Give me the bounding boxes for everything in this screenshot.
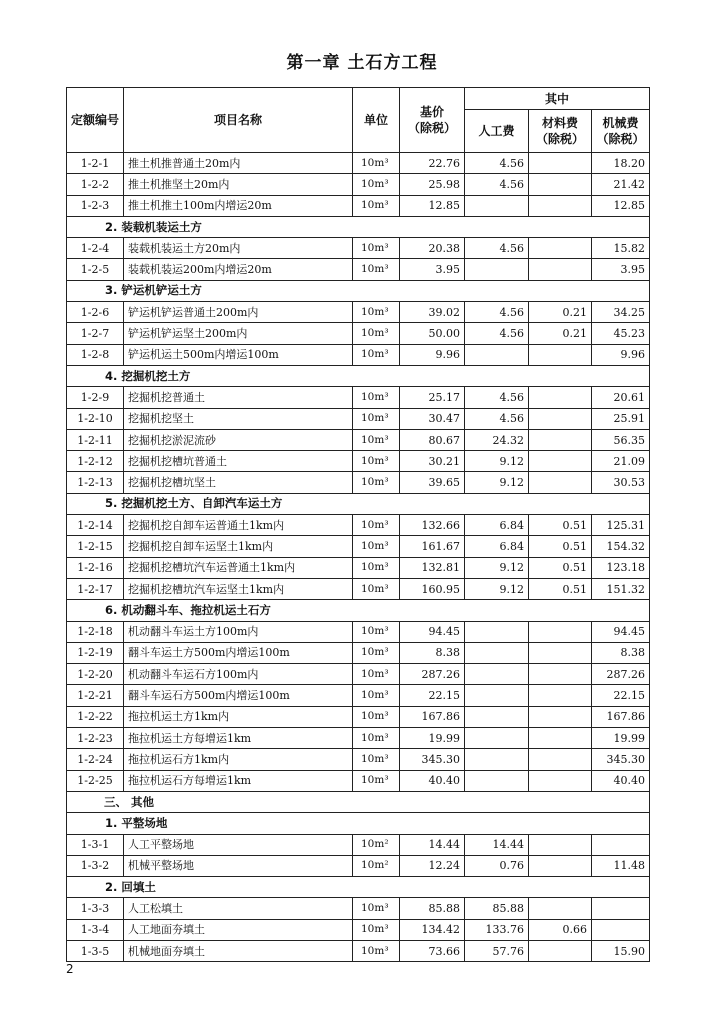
cell-unit: 10m³: [353, 664, 400, 685]
section-label: 2. 装载机装运土方: [67, 216, 650, 237]
cell-labor: [465, 685, 529, 706]
cell-labor: 4.56: [465, 174, 529, 195]
cell-material: 0.51: [529, 557, 592, 578]
cell-material: [529, 238, 592, 259]
cell-labor: 85.88: [465, 898, 529, 919]
cell-unit: 10m³: [353, 408, 400, 429]
cell-unit: 10m³: [353, 195, 400, 216]
section-row: [67, 813, 650, 834]
cell-machine: 12.85: [592, 195, 650, 216]
cell-name: 机械地面夯填土: [124, 940, 353, 961]
cell-name: 拖拉机运石方每增运1km: [124, 770, 353, 791]
cell-labor: [465, 621, 529, 642]
cell-code: 1-2-15: [67, 536, 124, 557]
cell-name: 翻斗车运土方500m内增运100m: [124, 642, 353, 663]
cell-labor: 0.76: [465, 855, 529, 876]
cell-code: 1-2-3: [67, 195, 124, 216]
cell-unit: 10m³: [353, 259, 400, 280]
cell-machine: 11.48: [592, 855, 650, 876]
cell-labor: 4.56: [465, 408, 529, 429]
quota-table-container: [66, 87, 649, 962]
cell-name: 机动翻斗车运石方100m内: [124, 664, 353, 685]
cell-labor: [465, 749, 529, 770]
cell-name: 拖拉机运土方每增运1km: [124, 728, 353, 749]
cell-material: [529, 898, 592, 919]
cell-material: [529, 408, 592, 429]
cell-machine: 45.23: [592, 323, 650, 344]
cell-material: [529, 706, 592, 727]
header-group: 其中: [465, 88, 650, 110]
cell-code: 1-3-1: [67, 834, 124, 855]
cell-labor: 9.12: [465, 451, 529, 472]
table-row: [67, 259, 650, 280]
cell-code: 1-2-11: [67, 429, 124, 450]
cell-material: [529, 451, 592, 472]
cell-labor: 4.56: [465, 238, 529, 259]
cell-code: 1-2-13: [67, 472, 124, 493]
cell-material: 0.51: [529, 578, 592, 599]
cell-code: 1-2-8: [67, 344, 124, 365]
cell-base-price: 39.65: [400, 472, 465, 493]
cell-machine: 123.18: [592, 557, 650, 578]
cell-material: [529, 940, 592, 961]
cell-base-price: 14.44: [400, 834, 465, 855]
cell-name: 推土机推普通土20m内: [124, 153, 353, 174]
cell-labor: 9.12: [465, 557, 529, 578]
cell-material: [529, 855, 592, 876]
cell-machine: 15.82: [592, 238, 650, 259]
cell-labor: [465, 344, 529, 365]
cell-unit: 10m³: [353, 578, 400, 599]
table-row: [67, 344, 650, 365]
table-row: [67, 387, 650, 408]
section-label: 2. 回填土: [67, 877, 650, 898]
section-label: 3. 铲运机铲运土方: [67, 280, 650, 301]
table-row: [67, 621, 650, 642]
cell-base-price: 22.76: [400, 153, 465, 174]
cell-labor: 24.32: [465, 429, 529, 450]
table-row: [67, 195, 650, 216]
cell-machine: 22.15: [592, 685, 650, 706]
cell-unit: 10m³: [353, 685, 400, 706]
cell-code: 1-3-4: [67, 919, 124, 940]
cell-labor: [465, 195, 529, 216]
table-row: [67, 898, 650, 919]
cell-labor: [465, 770, 529, 791]
table-row: [67, 302, 650, 323]
cell-code: 1-2-24: [67, 749, 124, 770]
cell-name: 人工平整场地: [124, 834, 353, 855]
cell-unit: 10m³: [353, 472, 400, 493]
cell-name: 推土机推土100m内增运20m: [124, 195, 353, 216]
cell-labor: 9.12: [465, 472, 529, 493]
cell-base-price: 94.45: [400, 621, 465, 642]
cell-labor: [465, 706, 529, 727]
cell-code: 1-3-3: [67, 898, 124, 919]
cell-material: 0.51: [529, 515, 592, 536]
cell-base-price: 30.47: [400, 408, 465, 429]
cell-unit: 10m³: [353, 429, 400, 450]
cell-material: [529, 642, 592, 663]
cell-labor: 14.44: [465, 834, 529, 855]
cell-machine: 18.20: [592, 153, 650, 174]
table-row: [67, 940, 650, 961]
cell-labor: 6.84: [465, 536, 529, 557]
cell-code: 1-2-22: [67, 706, 124, 727]
section-label: 1. 平整场地: [67, 813, 650, 834]
cell-code: 1-2-4: [67, 238, 124, 259]
cell-unit: 10m²: [353, 834, 400, 855]
cell-material: [529, 770, 592, 791]
cell-base-price: 134.42: [400, 919, 465, 940]
cell-unit: 10m³: [353, 174, 400, 195]
cell-name: 铲运机铲运坚土200m内: [124, 323, 353, 344]
cell-labor: 4.56: [465, 153, 529, 174]
section-row: [67, 791, 650, 812]
cell-unit: 10m³: [353, 515, 400, 536]
cell-code: 1-2-10: [67, 408, 124, 429]
cell-base-price: 167.86: [400, 706, 465, 727]
table-row: [67, 536, 650, 557]
cell-unit: 10m²: [353, 855, 400, 876]
cell-code: 1-2-20: [67, 664, 124, 685]
cell-machine: 8.38: [592, 642, 650, 663]
cell-unit: 10m³: [353, 940, 400, 961]
cell-material: [529, 728, 592, 749]
table-body: [67, 153, 650, 962]
header-machine: 机械费 （除税）: [592, 110, 650, 153]
cell-base-price: 25.98: [400, 174, 465, 195]
cell-name: 铲运机铲运普通土200m内: [124, 302, 353, 323]
cell-material: [529, 664, 592, 685]
cell-name: 铲运机运土500m内增运100m: [124, 344, 353, 365]
cell-unit: 10m³: [353, 770, 400, 791]
cell-machine: [592, 919, 650, 940]
cell-unit: 10m³: [353, 153, 400, 174]
header-material: 材料费 （除税）: [529, 110, 592, 153]
cell-base-price: 9.96: [400, 344, 465, 365]
cell-base-price: 85.88: [400, 898, 465, 919]
cell-code: 1-2-23: [67, 728, 124, 749]
cell-machine: 21.42: [592, 174, 650, 195]
cell-code: 1-2-16: [67, 557, 124, 578]
cell-machine: 34.25: [592, 302, 650, 323]
cell-base-price: 39.02: [400, 302, 465, 323]
cell-material: 0.21: [529, 302, 592, 323]
cell-labor: [465, 642, 529, 663]
section-label: 6. 机动翻斗车、拖拉机运土石方: [67, 600, 650, 621]
cell-name: 挖掘机挖坚土: [124, 408, 353, 429]
cell-base-price: 8.38: [400, 642, 465, 663]
cell-name: 挖掘机挖普通土: [124, 387, 353, 408]
table-row: [67, 174, 650, 195]
cell-name: 推土机推坚土20m内: [124, 174, 353, 195]
cell-material: [529, 429, 592, 450]
cell-unit: 10m³: [353, 919, 400, 940]
cell-unit: 10m³: [353, 621, 400, 642]
table-row: [67, 728, 650, 749]
table-row: [67, 834, 650, 855]
table-row: [67, 770, 650, 791]
cell-name: 机械平整场地: [124, 855, 353, 876]
cell-code: 1-2-1: [67, 153, 124, 174]
cell-material: [529, 259, 592, 280]
cell-material: 0.51: [529, 536, 592, 557]
cell-labor: [465, 259, 529, 280]
cell-base-price: 40.40: [400, 770, 465, 791]
table-row: [67, 557, 650, 578]
cell-name: 装载机装运200m内增运20m: [124, 259, 353, 280]
cell-unit: 10m³: [353, 557, 400, 578]
cell-base-price: 25.17: [400, 387, 465, 408]
cell-labor: 133.76: [465, 919, 529, 940]
header-base-price: 基价 （除税）: [400, 88, 465, 153]
cell-base-price: 132.81: [400, 557, 465, 578]
section-row: [67, 280, 650, 301]
cell-machine: 21.09: [592, 451, 650, 472]
cell-base-price: 19.99: [400, 728, 465, 749]
cell-material: [529, 153, 592, 174]
cell-unit: 10m³: [353, 238, 400, 259]
cell-name: 机动翻斗车运土方100m内: [124, 621, 353, 642]
cell-machine: 15.90: [592, 940, 650, 961]
table-row: [67, 685, 650, 706]
cell-code: 1-3-2: [67, 855, 124, 876]
table-row: [67, 642, 650, 663]
cell-unit: 10m³: [353, 706, 400, 727]
cell-material: [529, 344, 592, 365]
page-number: 2: [66, 962, 74, 976]
cell-code: 1-2-12: [67, 451, 124, 472]
section-row: [67, 877, 650, 898]
section-row: [67, 600, 650, 621]
cell-machine: 167.86: [592, 706, 650, 727]
cell-unit: 10m³: [353, 323, 400, 344]
cell-unit: 10m³: [353, 536, 400, 557]
cell-material: [529, 834, 592, 855]
cell-base-price: 12.24: [400, 855, 465, 876]
quota-table: [66, 87, 650, 962]
cell-material: [529, 174, 592, 195]
cell-code: 1-2-25: [67, 770, 124, 791]
cell-machine: [592, 898, 650, 919]
header-labor: 人工费: [465, 110, 529, 153]
cell-code: 1-2-14: [67, 515, 124, 536]
cell-unit: 10m³: [353, 898, 400, 919]
cell-material: [529, 621, 592, 642]
cell-unit: 10m³: [353, 302, 400, 323]
header-code: 定额编号: [67, 88, 124, 153]
cell-material: [529, 472, 592, 493]
header-unit: 单位: [353, 88, 400, 153]
cell-base-price: 287.26: [400, 664, 465, 685]
cell-base-price: 22.15: [400, 685, 465, 706]
cell-base-price: 3.95: [400, 259, 465, 280]
cell-labor: 4.56: [465, 302, 529, 323]
cell-labor: 4.56: [465, 323, 529, 344]
cell-code: 1-2-2: [67, 174, 124, 195]
page-title: 第一章 土石方工程: [286, 53, 438, 73]
cell-machine: 40.40: [592, 770, 650, 791]
table-row: [67, 153, 650, 174]
cell-name: 挖掘机挖槽坑汽车运普通土1km内: [124, 557, 353, 578]
cell-machine: [592, 834, 650, 855]
cell-code: 1-2-21: [67, 685, 124, 706]
cell-machine: 9.96: [592, 344, 650, 365]
cell-machine: 56.35: [592, 429, 650, 450]
cell-code: 1-3-5: [67, 940, 124, 961]
cell-base-price: 20.38: [400, 238, 465, 259]
cell-name: 挖掘机挖槽坑普通土: [124, 451, 353, 472]
cell-labor: 9.12: [465, 578, 529, 599]
cell-machine: 125.31: [592, 515, 650, 536]
section-label: 三、 其他: [67, 791, 650, 812]
cell-code: 1-2-6: [67, 302, 124, 323]
cell-material: [529, 685, 592, 706]
cell-unit: 10m³: [353, 344, 400, 365]
cell-base-price: 30.21: [400, 451, 465, 472]
table-row: [67, 749, 650, 770]
cell-unit: 10m³: [353, 642, 400, 663]
cell-name: 挖掘机挖槽坑汽车运坚土1km内: [124, 578, 353, 599]
cell-base-price: 161.67: [400, 536, 465, 557]
cell-machine: 20.61: [592, 387, 650, 408]
section-label: 4. 挖掘机挖土方: [67, 365, 650, 386]
cell-machine: 30.53: [592, 472, 650, 493]
cell-machine: 3.95: [592, 259, 650, 280]
cell-name: 人工松填土: [124, 898, 353, 919]
cell-code: 1-2-17: [67, 578, 124, 599]
cell-name: 人工地面夯填土: [124, 919, 353, 940]
cell-name: 挖掘机挖自卸车运坚土1km内: [124, 536, 353, 557]
cell-base-price: 132.66: [400, 515, 465, 536]
cell-material: [529, 195, 592, 216]
cell-material: [529, 387, 592, 408]
cell-base-price: 80.67: [400, 429, 465, 450]
cell-material: 0.21: [529, 323, 592, 344]
cell-name: 挖掘机挖槽坑坚土: [124, 472, 353, 493]
table-row: [67, 429, 650, 450]
table-row: [67, 323, 650, 344]
cell-base-price: 160.95: [400, 578, 465, 599]
cell-labor: [465, 728, 529, 749]
cell-material: [529, 749, 592, 770]
cell-unit: 10m³: [353, 728, 400, 749]
table-row: [67, 238, 650, 259]
cell-labor: 6.84: [465, 515, 529, 536]
cell-machine: 154.32: [592, 536, 650, 557]
cell-base-price: 12.85: [400, 195, 465, 216]
cell-name: 挖掘机挖自卸车运普通土1km内: [124, 515, 353, 536]
section-row: [67, 365, 650, 386]
cell-code: 1-2-9: [67, 387, 124, 408]
cell-machine: 287.26: [592, 664, 650, 685]
cell-name: 翻斗车运石方500m内增运100m: [124, 685, 353, 706]
cell-name: 装载机装运土方20m内: [124, 238, 353, 259]
cell-name: 拖拉机运土方1km内: [124, 706, 353, 727]
cell-name: 挖掘机挖淤泥流砂: [124, 429, 353, 450]
table-row: [67, 451, 650, 472]
cell-material: 0.66: [529, 919, 592, 940]
cell-base-price: 73.66: [400, 940, 465, 961]
cell-unit: 10m³: [353, 387, 400, 408]
cell-code: 1-2-19: [67, 642, 124, 663]
cell-code: 1-2-5: [67, 259, 124, 280]
cell-labor: [465, 664, 529, 685]
cell-code: 1-2-18: [67, 621, 124, 642]
table-row: [67, 515, 650, 536]
cell-labor: 4.56: [465, 387, 529, 408]
cell-labor: 57.76: [465, 940, 529, 961]
cell-machine: 345.30: [592, 749, 650, 770]
cell-unit: 10m³: [353, 451, 400, 472]
table-row: [67, 919, 650, 940]
table-row: [67, 578, 650, 599]
cell-machine: 25.91: [592, 408, 650, 429]
cell-machine: 19.99: [592, 728, 650, 749]
table-row: [67, 855, 650, 876]
cell-code: 1-2-7: [67, 323, 124, 344]
table-row: [67, 408, 650, 429]
table-row: [67, 472, 650, 493]
section-row: [67, 216, 650, 237]
cell-name: 拖拉机运石方1km内: [124, 749, 353, 770]
section-row: [67, 493, 650, 514]
table-row: [67, 664, 650, 685]
cell-base-price: 345.30: [400, 749, 465, 770]
table-row: [67, 706, 650, 727]
cell-base-price: 50.00: [400, 323, 465, 344]
cell-unit: 10m³: [353, 749, 400, 770]
cell-machine: 94.45: [592, 621, 650, 642]
cell-machine: 151.32: [592, 578, 650, 599]
section-label: 5. 挖掘机挖土方、自卸汽车运土方: [67, 493, 650, 514]
header-name: 项目名称: [124, 88, 353, 153]
